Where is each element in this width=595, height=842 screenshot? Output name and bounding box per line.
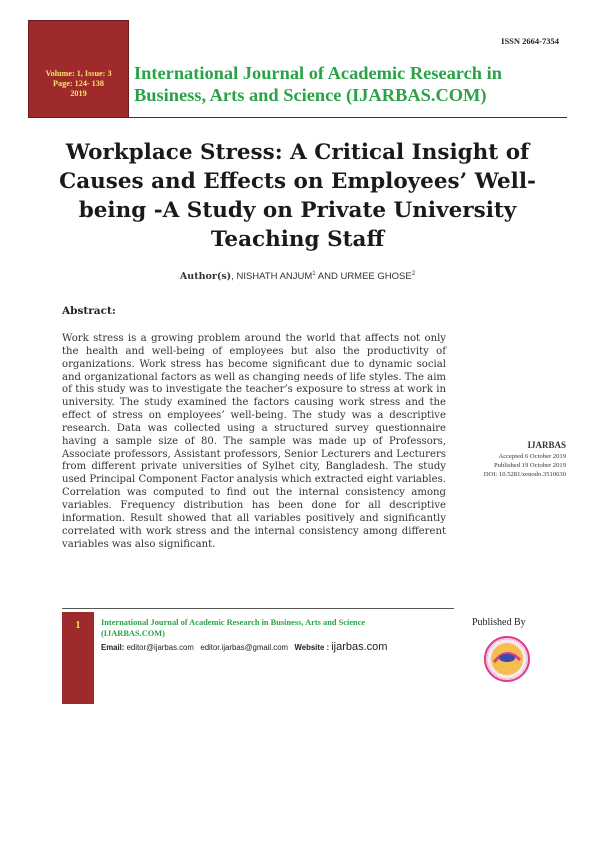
footer-journal-line1: International Journal of Academic Research in Business, Arts and Science <box>101 618 366 627</box>
page-range: Page: 124- 138 <box>53 78 104 88</box>
email-label: Email: <box>101 643 125 652</box>
website-label: Website : <box>294 643 330 652</box>
paper-title-line: being -A Study on Private University <box>78 198 517 223</box>
footer-divider <box>62 608 454 609</box>
authors-label: Author(s) <box>179 271 232 283</box>
published-date: Published 19 October 2019 <box>494 462 566 469</box>
header-divider <box>129 117 567 118</box>
published-by: Published By <box>472 617 526 628</box>
journal-title <box>134 62 574 106</box>
paper-title-line: Causes and Effects on Employees’ Well- <box>59 169 536 194</box>
year: 2019 <box>70 88 87 98</box>
authors-line <box>40 271 555 282</box>
paper-title-line: Teaching Staff <box>210 227 385 252</box>
journal-title-line2: Business, Arts and Science (IJARBAS.COM) <box>134 85 487 105</box>
accepted-date: Accepted 6 October 2019 <box>498 453 566 460</box>
journal-title-line1: International Journal of Academic Research in <box>134 63 502 83</box>
issn: ISSN 2664-7354 <box>501 36 559 46</box>
seal-center <box>499 654 515 662</box>
footer-journal-line2: (IJARBAS.COM) <box>101 629 165 638</box>
paper-title-line: Workplace Stress: A Critical Insight of <box>65 140 530 165</box>
publisher-seal-icon <box>484 636 530 682</box>
paper-title <box>40 138 555 254</box>
email-link-1[interactable]: editor@ijarbas.com <box>126 643 194 652</box>
volume-box <box>28 20 129 118</box>
abstract-heading: Abstract: <box>62 305 116 317</box>
footer-journal-title <box>101 617 451 639</box>
footer-contact <box>101 641 461 653</box>
volume-issue: Volume: 1, Issue: 3 <box>45 69 112 78</box>
doi: DOI: 10.5281/zenodo.3510630 <box>483 471 566 478</box>
website-link[interactable]: ijarbas.com <box>331 641 388 653</box>
author-1-affiliation: 1 <box>312 271 316 277</box>
publisher-name: IJARBAS <box>527 440 566 450</box>
author-2-affiliation: 2 <box>411 271 416 277</box>
email-link-2[interactable]: editor.ijarbas@gmail.com <box>200 643 289 652</box>
page-number: 1 <box>62 612 94 704</box>
author-1: , NISHATH ANJUM <box>231 271 313 283</box>
publication-info <box>455 440 566 479</box>
author-2: AND URMEE GHOSE <box>315 271 412 283</box>
abstract-text: Work stress is a growing problem around the world that affects not only the health and well-being of employees but also the productivity of organizations. Work stress has become significant due to dynamic social and organizational factors as well as changing needs of life styles. The aim of this study was to investigate the teacher’s exposure to stress at work in university. The study examined the factors causing work stress and the effect of stress on employees’ well-being. The study was a descriptive research. Data was collected using a structured survey questionnaire having a sample size of 80. The sample was made up of Professors, Associate professors, Assistant professors, Senior Lecturers and Lecturers from different private universities of Sylhet city, Bangladesh. The study used Principal Component Factor analysis which extracted eight variables. Correlation was computed to find out the internal consistency among variables. Frequency distribution has been done for all descriptive information. Result showed that all variables positively and significantly correlated with work stress and the internal consistency among different variables was also significant. <box>62 333 446 550</box>
